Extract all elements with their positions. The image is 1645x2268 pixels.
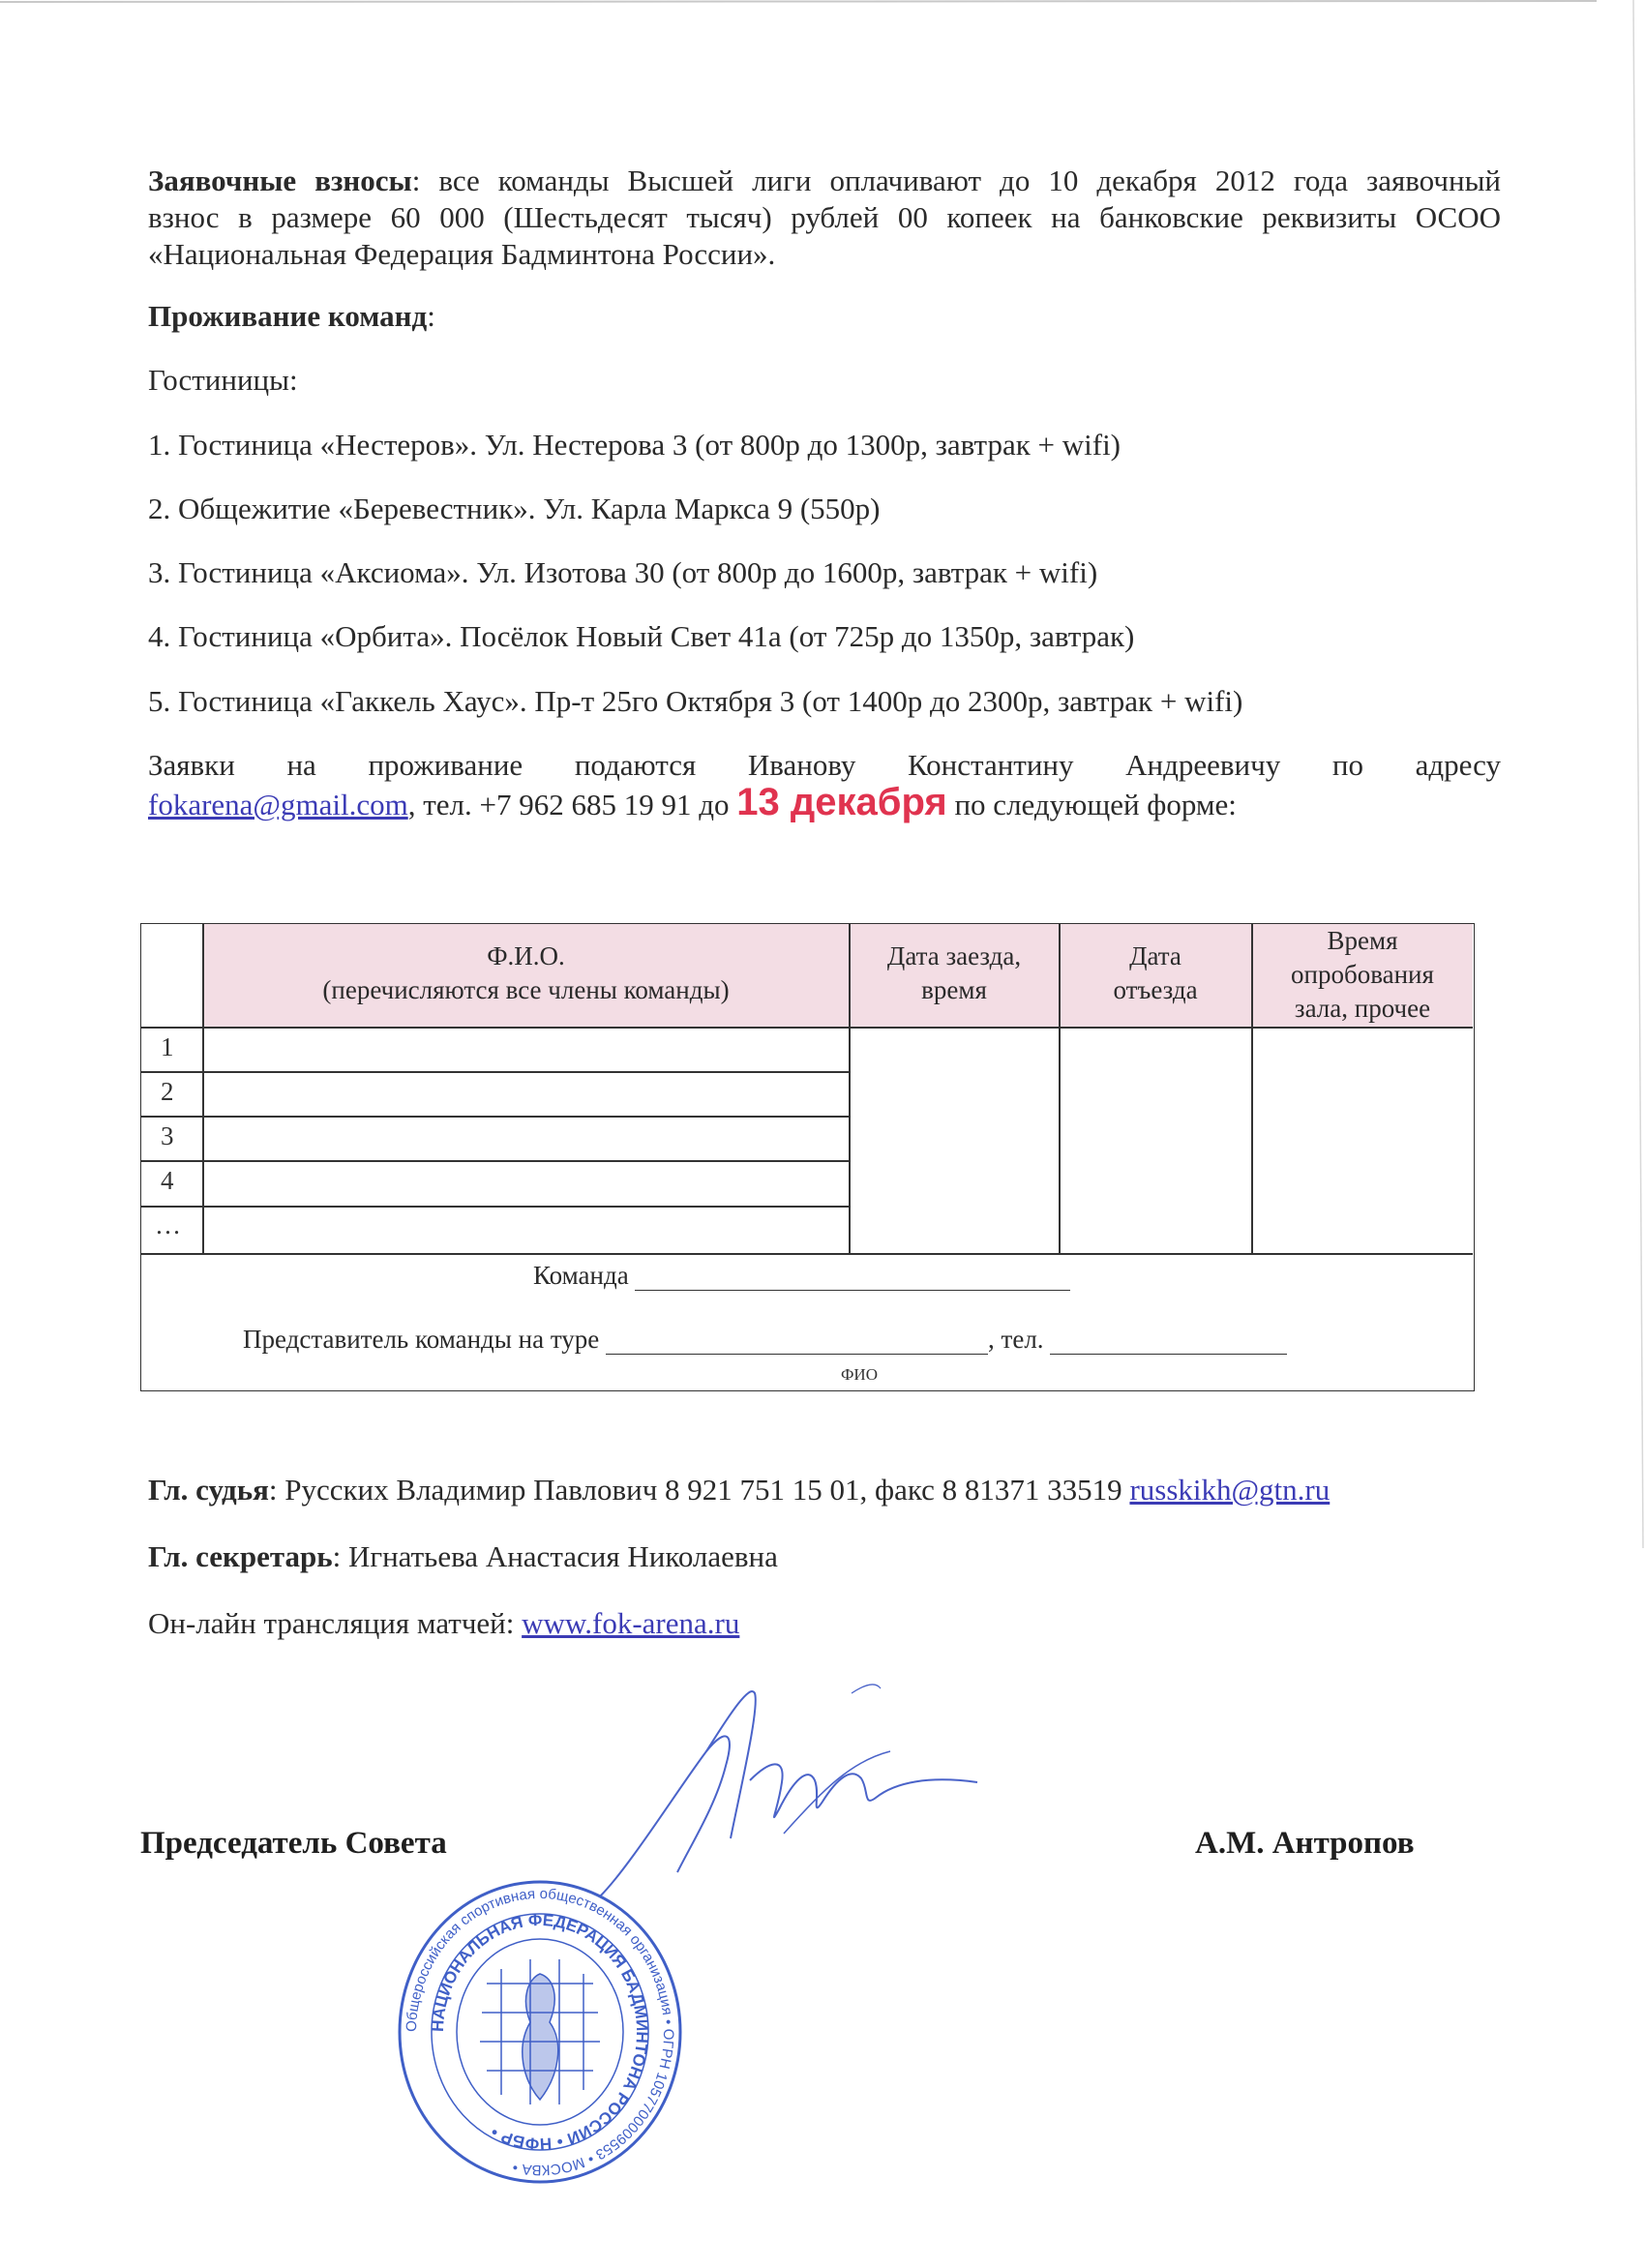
chief-judge-line: [148, 1472, 1501, 1508]
organization-stamp: [395, 1877, 685, 2187]
housing-request-form: [140, 923, 1475, 1391]
fio-caption: ФИО: [841, 1365, 878, 1384]
column-header-name: Ф.И.О. (перечисляются все члены команды): [322, 941, 730, 1004]
broadcast-line: [148, 1605, 1501, 1642]
request-deadline: 13 декабря: [736, 781, 947, 823]
fees-line-2: взнос в размере 60 000 (Шестьдесят тысяч) рублей 00 копеек на банковские реквизиты ОСОО: [148, 200, 1501, 234]
request-phone: , тел. +7 962 685 19 91 до: [407, 788, 737, 821]
stamp-inner-text: НАЦИОНАЛЬНАЯ ФЕДЕРАЦИЯ БАДМИНТОНА РОССИИ • НФБР •: [428, 1910, 652, 2154]
team-blank-line: [635, 1265, 1070, 1291]
hotel-item: 4. Гостиница «Орбита». Посёлок Новый Свет 41а (от 725р до 1350р, завтрак): [148, 619, 1135, 653]
team-label: Команда: [533, 1261, 629, 1290]
row-number: …: [155, 1210, 181, 1239]
request-line-1: Заявки на проживание подаются Иванову Константину Андреевичу по адресу: [148, 748, 1501, 782]
phone-blank-line: [1050, 1328, 1287, 1355]
housing-label: Проживание команд: [148, 299, 428, 333]
fees-line-3: «Национальная Федерация Бадминтона России».: [148, 237, 776, 271]
team-field: [533, 1261, 1070, 1291]
hotels-title: Гостиницы:: [148, 363, 298, 397]
judge-email-link[interactable]: russkikh@gtn.ru: [1129, 1473, 1331, 1507]
column-header-arrival: Дата заезда, время: [886, 941, 1022, 1004]
judge-text: : Русских Владимир Павлович 8 921 751 15 01, факс 8 81371 33519: [268, 1473, 1130, 1507]
row-number: 4: [161, 1166, 174, 1195]
hotel-item: 3. Гостиница «Аксиома». Ул. Изотова 30 (от 800р до 1600р, завтрак + wifi): [148, 555, 1098, 589]
representative-blank-line: [606, 1328, 988, 1355]
row-number: 2: [161, 1077, 174, 1106]
column-header-departure: Дата отъезда: [1113, 941, 1198, 1004]
hotel-item: 1. Гостиница «Нестеров». Ул. Нестерова 3 (от 800р до 1300р, завтрак + wifi): [148, 428, 1122, 462]
broadcast-text: Он-лайн трансляция матчей:: [148, 1606, 523, 1640]
chief-secretary-line: [148, 1538, 1501, 1575]
column-header-time: Время опробования зала, прочее: [1291, 926, 1434, 1023]
stamp-emblem: [480, 1959, 600, 2104]
request-tail: по следующей форме:: [946, 788, 1237, 821]
fees-text-1: : все команды Высшей лиги оплачивают до 10 декабря 2012 года заявочный: [411, 164, 1501, 197]
request-line-2: [148, 781, 1501, 823]
housing-heading: Проживание команд:: [148, 299, 435, 333]
secretary-label: Гл. секретарь: [148, 1539, 333, 1573]
judge-label: Гл. судья: [148, 1473, 269, 1507]
hotel-item: 5. Гостиница «Гаккель Хаус». Пр-т 25го Октября 3 (от 1400р до 2300р, завтрак + wifi): [148, 684, 1243, 718]
hotel-item: 2. Общежитие «Беревестник». Ул. Карла Маркса 9 (550р): [148, 492, 881, 525]
fees-line-1: [148, 163, 1501, 199]
broadcast-link[interactable]: www.fok-arena.ru: [522, 1606, 740, 1640]
fees-label: Заявочные взносы: [148, 164, 412, 197]
chairman-position: Председатель Совета: [140, 1826, 447, 1861]
request-email-link[interactable]: fokarena@gmail.com: [148, 788, 408, 821]
secretary-text: : Игнатьева Анастасия Николаевна: [332, 1539, 778, 1573]
representative-field: [243, 1325, 1287, 1355]
stamp-outer-text: Общероссийская спортивная общественная организация • ОГРН 1057700009553 • МОСКВА •: [403, 1885, 677, 2179]
row-number: 1: [161, 1032, 174, 1061]
representative-label: Представитель команды на туре: [243, 1325, 600, 1354]
row-number: 3: [161, 1121, 174, 1150]
phone-label: , тел.: [988, 1325, 1044, 1354]
chairman-name: А.М. Антропов: [1195, 1826, 1415, 1861]
